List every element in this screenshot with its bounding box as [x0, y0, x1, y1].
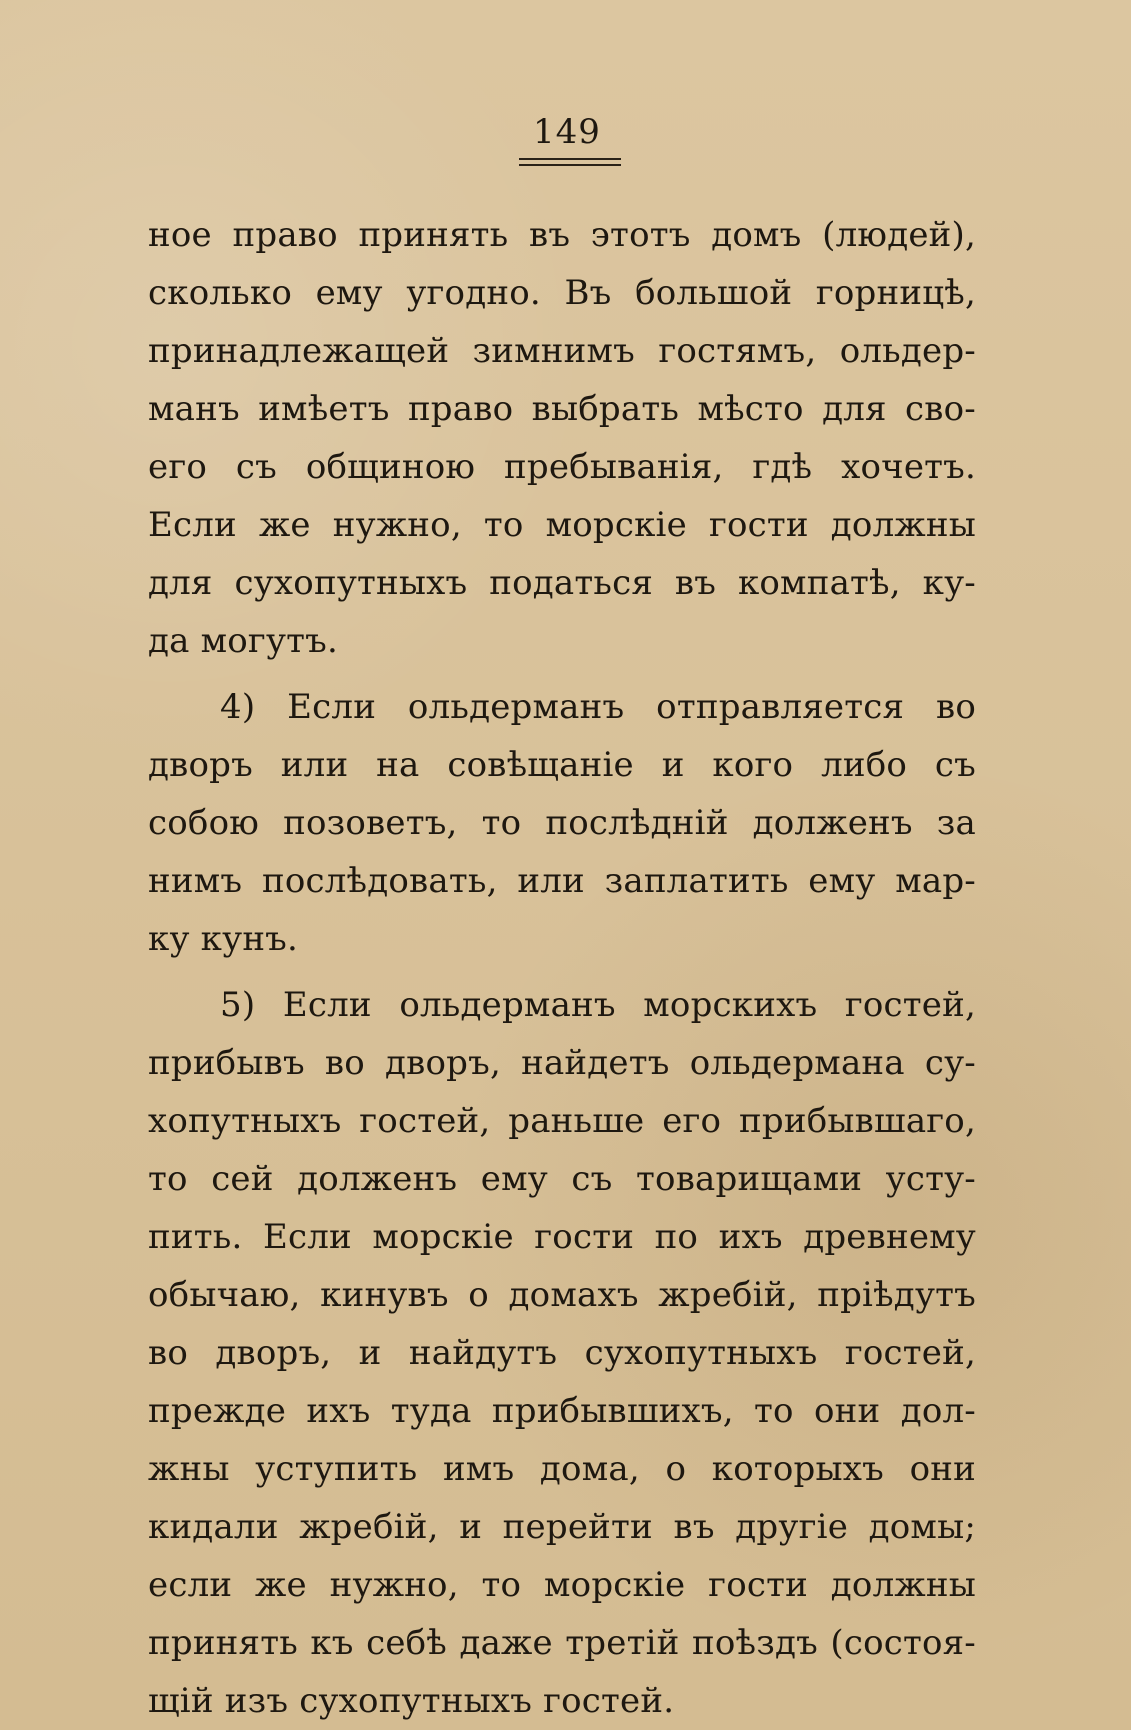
text-line-17: то сей долженъ ему съ товарищами усту- [148, 1159, 976, 1199]
text-line-4: манъ имѣетъ право выбрать мѣсто для сво- [148, 389, 976, 429]
text-line-15: прибывъ во дворъ, найдетъ ольдермана су- [148, 1043, 976, 1083]
text-line-26: щій изъ сухопутныхъ гостей. [148, 1681, 675, 1721]
page-text [148, 206, 976, 1730]
text-line-10: дворъ или на совѣщаніе и кого либо съ [148, 745, 976, 785]
text-line-12: нимъ послѣдовать, или заплатить ему мар- [148, 861, 976, 901]
text-line-22: жны уступить имъ дома, о которыхъ они [148, 1449, 976, 1489]
text-line-18: пить. Если морскіе гости по ихъ древнему [148, 1217, 976, 1257]
text-line-21: прежде ихъ туда прибывшихъ, то они дол- [148, 1391, 976, 1431]
text-line-6: Если же нужно, то морскіе гости должны [148, 505, 976, 545]
text-line-19: обычаю, кинувъ о домахъ жребій, пріѣдутъ [148, 1275, 976, 1315]
text-line-8: да могутъ. [148, 621, 338, 661]
text-line-9: 4) Если ольдерманъ отправляется во [220, 687, 976, 727]
page-number: 149 [533, 112, 601, 152]
text-line-14: 5) Если ольдерманъ морскихъ гостей, [220, 985, 976, 1025]
text-line-25: принять къ себѣ даже третій поѣздъ (состоя- [148, 1623, 976, 1663]
text-line-20: во дворъ, и найдутъ сухопутныхъ гостей, [148, 1333, 976, 1373]
double-rule-divider [519, 158, 621, 166]
text-line-16: хопутныхъ гостей, раньше его прибывшаго, [148, 1101, 976, 1141]
text-line-23: кидали жребій, и перейти въ другіе домы; [148, 1507, 976, 1547]
text-line-24: если же нужно, то морскіе гости должны [148, 1565, 976, 1605]
text-line-3: принадлежащей зимнимъ гостямъ, ольдер- [148, 331, 976, 371]
text-line-11: собою позоветъ, то послѣдній долженъ за [148, 803, 976, 843]
text-line-5: его съ общиною пребыванія, гдѣ хочетъ. [148, 447, 976, 487]
paragraph-gap [148, 670, 976, 678]
text-line-2: сколько ему угодно. Въ большой горницѣ, [148, 273, 976, 313]
text-line-1: ное право принять въ этотъ домъ (людей), [148, 215, 976, 255]
paragraph-gap [148, 968, 976, 976]
text-line-13: ку кунъ. [148, 919, 299, 959]
text-line-7: для сухопутныхъ податься въ компатѣ, ку- [148, 563, 976, 603]
